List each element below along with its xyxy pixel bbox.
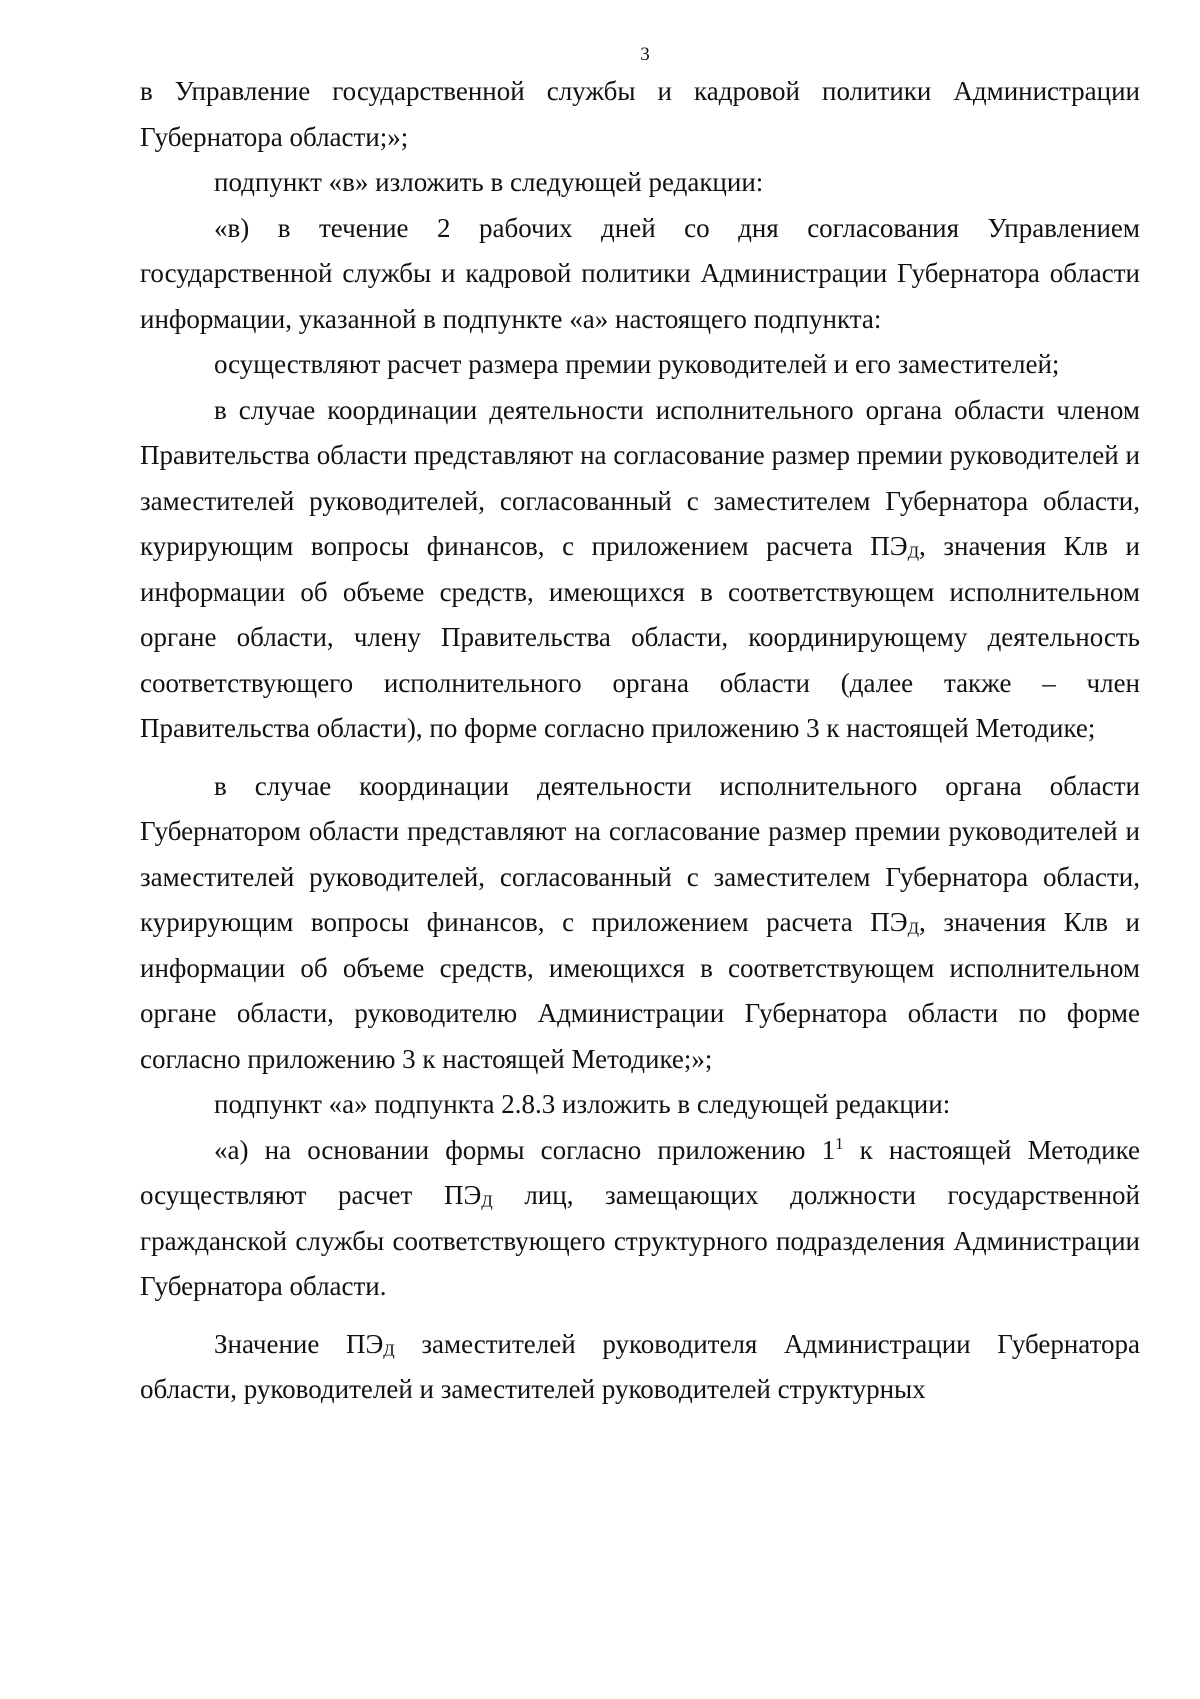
paragraph-1: в Управление государственной службы и кадровой политики Администрации Губернатора области;»; xyxy=(140,76,1140,152)
superscript-1: 1 xyxy=(835,1133,844,1153)
paragraph-7: подпункт «а» подпункта 2.8.3 изложить в следующей редакции: xyxy=(214,1089,951,1119)
paragraph-8 xyxy=(140,1128,1140,1310)
paragraph-5-text-b: , значения Клв и информации об объеме средств, имеющихся в соответствующем исполнительном органе области, члену Правительства области, координирующему деятельность соответствующего исполнительного органа области (далее также – член Правительства области), по форме согласно приложению 3 к настоящей Методике; xyxy=(140,531,1141,743)
paragraph-9-text-b: заместителей руководителя Администрации Губернатора области, руководителей и заместителей руководителей структурных xyxy=(140,1328,1140,1404)
document-body xyxy=(140,69,1140,1413)
subscript-d: Д xyxy=(907,918,920,938)
page-number: 3 xyxy=(640,44,650,65)
subscript-d: Д xyxy=(907,542,920,562)
subscript-d: Д xyxy=(383,1340,395,1359)
paragraph-2: подпункт «в» изложить в следующей редакции: xyxy=(214,167,764,197)
paragraph-4: осуществляют расчет размера премии руководителей и его заместителей; xyxy=(214,349,1060,379)
paragraph-8-text-c: лиц, замещающих должности государственной гражданской службы соответствующего структурного подразделения Администрации Губернатора области. xyxy=(140,1180,1140,1301)
paragraph-9 xyxy=(140,1322,1140,1413)
paragraph-6 xyxy=(140,764,1140,1083)
paragraph-3: «в) в течение 2 рабочих дней со дня согласования Управлением государственной службы и кадровой политики Администрации Губернатора области информации, указанной в подпункте «а» настоящего подпункта: xyxy=(140,212,1140,334)
paragraph-5-text-a: в случае координации деятельности исполнительного органа области членом Правительства области представляют на согласование размер премии руководителей и заместителей руководителей, согласованный с заместителем Губернатора области, курирующим вопросы финансов, с приложением расчета ПЭ xyxy=(140,394,1140,561)
paragraph-8-text-b: к настоящей Методике осуществляют расчет ПЭ xyxy=(140,1134,1140,1210)
paragraph-6-text-b: , значения Клв и информации об объеме средств, имеющихся в соответствующем исполнительном органе области, руководителю Администрации Губернатора области по форме согласно приложению 3 к настоящей Методике;»; xyxy=(140,907,1141,1074)
paragraph-8-text-a: «а) на основании формы согласно приложению 1 xyxy=(214,1134,836,1165)
subscript-d: Д xyxy=(481,1191,493,1211)
paragraph-9-text-a: Значение ПЭ xyxy=(214,1328,384,1359)
paragraph-5 xyxy=(140,388,1140,752)
paragraph-6-text-a: в случае координации деятельности исполнительного органа области Губернатором области представляют на согласование размер премии руководителей и заместителей руководителей, согласованный с заместителем Губернатора области, курирующим вопросы финансов, с приложением расчета ПЭ xyxy=(140,770,1140,937)
